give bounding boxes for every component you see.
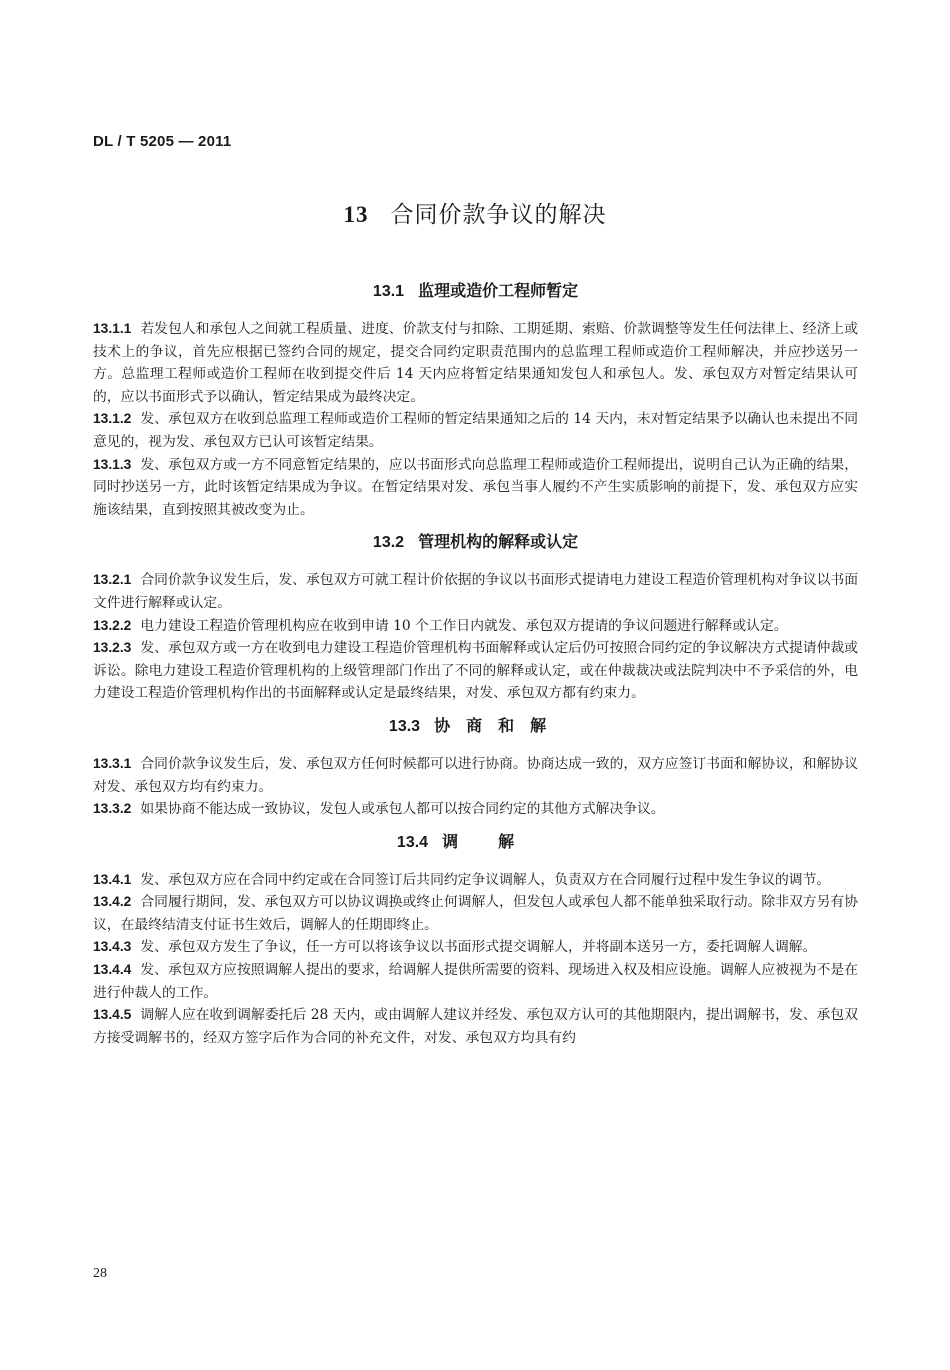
- chapter-title: 合同价款争议的解决: [390, 202, 607, 228]
- chapter-number: 13: [343, 202, 369, 227]
- clause-text: 发、承包双方应按照调解人提出的要求，给调解人提供所需要的资料、现场进入权及相应设施。调解人应被视为不是在进行仲裁人的工作。: [93, 962, 858, 1001]
- clause-number: 13.1.2: [93, 411, 132, 427]
- clause-number: 13.3.2: [93, 801, 132, 817]
- clause-text: 若发包人和承包人之间就工程质量、进度、价款支付与扣除、工期延期、索赔、价款调整等发生任何法律上、经济上或技术上的争议，首先应根据已签约合同的规定，提交合同约定职责范围内的总监理工程师或造价工程师解决，并应抄送另一方。总监理工程师或造价工程师在收到提交件后 14 天内应将暂定结果通知发包人和承包人。发、承包双方对暂定结果认可的，应以书面形式予以确认，暂定结果成为最终决定。: [93, 321, 858, 405]
- section-title: 调解: [442, 831, 555, 851]
- clause-text: 合同价款争议发生后，发、承包双方可就工程计价依据的争议以书面形式提请电力建设工程造价管理机构对争议以书面文件进行解释或认定。: [93, 572, 858, 611]
- clause: [93, 454, 858, 522]
- clause-number: 13.1.1: [93, 321, 132, 336]
- clause-text: 如果协商不能达成一致协议，发包人或承包人都可以按合同约定的其他方式解决争议。: [140, 801, 665, 818]
- clause-number: 13.1.3: [93, 456, 132, 472]
- clause-text: 调解人应在收到调解委托后 28 天内，或由调解人建议并经发、承包双方认可的其他期限内，提出调解书，发、承包双方接受调解书的，经双方签字后作为合同的补充文件，对发、承包双方均具有约: [93, 1007, 858, 1046]
- section-heading: [93, 829, 858, 855]
- clause-text: 发、承包双方或一方不同意暂定结果的，应以书面形式向总监理工程师或造价工程师提出，说明自己认为正确的结果，同时抄送另一方，此时该暂定结果成为争议。在暂定结果对发、承包当事人履约不产生实质影响的前提下，发、承包双方应实施该结果，直到按照其被改变为止。: [93, 456, 858, 518]
- clause-text: 合同价款争议发生后，发、承包双方任何时候都可以进行协商。协商达成一致的，双方应签订书面和解协议，和解协议对发、承包双方均有约束力。: [93, 755, 858, 795]
- clause: [93, 959, 858, 1004]
- clause-number: 13.3.1: [93, 755, 132, 771]
- clause: [93, 936, 858, 959]
- page-body: [93, 278, 858, 1057]
- section-heading: [93, 713, 858, 739]
- chapter-heading: [0, 196, 950, 229]
- section-heading: [93, 278, 858, 304]
- clause: [93, 615, 858, 638]
- section-heading: [93, 529, 858, 555]
- page-number: 28: [93, 1266, 107, 1281]
- clause-text: 发、承包双方应在合同中约定或在合同签订后共同约定争议调解人，负责双方在合同履行过程中发生争议的调节。: [140, 871, 831, 888]
- document-code: DL / T 5205 — 2011: [93, 133, 232, 150]
- clause: [93, 753, 858, 798]
- section-title: 协商和解: [434, 715, 563, 735]
- section-number: 13.2: [372, 534, 405, 552]
- clause-number: 13.4.4: [93, 962, 132, 978]
- clause-number: 13.4.5: [93, 1007, 132, 1023]
- clause-number: 13.2.2: [93, 617, 132, 633]
- clause-text: 合同履行期间，发、承包双方可以协议调换或终止何调解人，但发包人或承包人都不能单独采取行动。除非双方另有协议，在最终结清支付证书生效后，调解人的任期即终止。: [93, 894, 858, 933]
- clause: [93, 798, 858, 821]
- clause-number: 13.4.1: [93, 871, 132, 887]
- clause-text: 发、承包双方在收到总监理工程师或造价工程师的暂定结果通知之后的 14 天内，未对暂定结果予以确认也未提出不同意见的，视为发、承包双方已认可该暂定结果。: [93, 411, 858, 450]
- clause-number: 13.4.3: [93, 939, 132, 955]
- clause-number: 13.2.1: [93, 572, 132, 588]
- clause: [93, 318, 858, 408]
- clause-text: 发、承包双方或一方在收到电力建设工程造价管理机构书面解释或认定后仍可按照合同约定的争议解决方式提请仲裁或诉讼。除电力建设工程造价管理机构的上级管理部门作出了不同的解释或认定，或在仲裁裁决或法院判决中不予采信的外，电力建设工程造价管理机构作出的书面解释或认定是最终结果，对发、承包双方都有约束力。: [93, 640, 858, 702]
- clause: [93, 569, 858, 614]
- section-title: 管理机构的解释或认定: [418, 532, 579, 552]
- clause-number: 13.4.2: [93, 894, 132, 910]
- clause-text: 电力建设工程造价管理机构应在收到申请 10 个工作日内就发、承包双方提请的争议问题进行解释或认定。: [140, 617, 788, 634]
- section-number: 13.4: [396, 833, 429, 851]
- clause: [93, 408, 858, 453]
- clause: [93, 1004, 858, 1049]
- clause-number: 13.2.3: [93, 640, 132, 656]
- section-number: 13.1: [372, 283, 405, 300]
- section-number: 13.3: [388, 717, 421, 735]
- clause-text: 发、承包双方发生了争议，任一方可以将该争议以书面形式提交调解人，并将副本送另一方，委托调解人调解。: [140, 939, 817, 956]
- section-title: 监理或造价工程师暂定: [418, 281, 579, 300]
- clause: [93, 891, 858, 936]
- clause: [93, 637, 858, 705]
- clause: [93, 869, 858, 892]
